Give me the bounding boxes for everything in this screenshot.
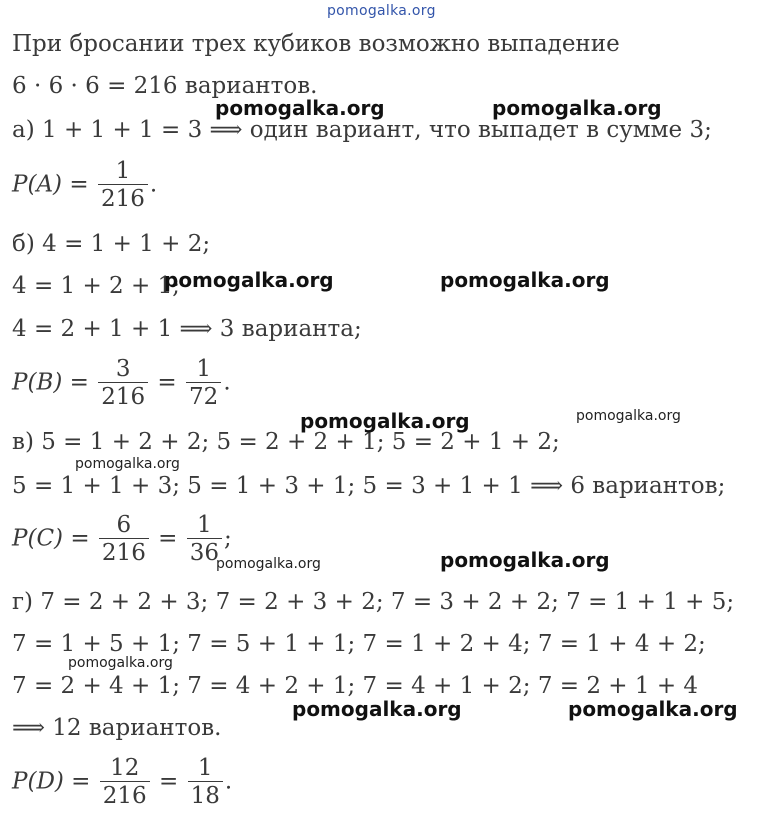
part-c-probability <box>12 512 232 567</box>
fraction-a-num: 1 <box>115 158 131 184</box>
fraction-d-2 <box>188 755 223 810</box>
part-d-line-3: 7 = 2 + 4 + 1; 7 = 4 + 2 + 1; 7 = 4 + 1 + 2; 7 = 2 + 1 + 4 <box>12 673 699 699</box>
fraction-b-1-num: 3 <box>115 356 131 382</box>
part-b-line-3: 4 = 2 + 1 + 1 ⟹ 3 варианта; <box>12 316 362 342</box>
part-c-line-1: в) 5 = 1 + 2 + 2; 5 = 2 + 2 + 1; 5 = 2 + 1 + 2; <box>12 429 560 455</box>
intro-line-2: 6 · 6 · 6 = 216 вариантов. <box>12 73 318 99</box>
watermark: pomogalka.org <box>576 408 681 424</box>
part-d-line-4: ⟹ 12 вариантов. <box>12 715 222 741</box>
fraction-c-1-den: 216 <box>99 538 149 567</box>
intro-line-1: При бросании трех кубиков возможно выпадение <box>12 31 620 57</box>
fraction-c-2-num: 1 <box>197 512 212 538</box>
prob-b-label: P(B) = <box>12 369 97 396</box>
part-b-probability <box>12 356 231 411</box>
fraction-d-1-num: 12 <box>110 755 140 781</box>
watermark: pomogalka.org <box>568 697 738 721</box>
fraction-b-1 <box>98 356 148 411</box>
fraction-d-2-den: 18 <box>188 781 223 810</box>
fraction-d-2-num: 1 <box>197 755 213 781</box>
watermark: pomogalka.org <box>300 409 470 433</box>
fraction-d-1-den: 216 <box>100 781 150 810</box>
fraction-b-2-num: 1 <box>196 356 211 382</box>
fraction-b-2 <box>186 356 221 411</box>
header-watermark: pomogalka.org <box>327 3 436 19</box>
prob-b-tail: . <box>223 369 231 396</box>
fraction-b-1-den: 216 <box>98 382 148 411</box>
part-d-line-1: г) 7 = 2 + 2 + 3; 7 = 2 + 3 + 2; 7 = 3 + 2 + 2; 7 = 1 + 1 + 5; <box>12 589 735 615</box>
part-b-line-2: 4 = 1 + 2 + 1; <box>12 273 180 299</box>
prob-a-label: P(A) = <box>12 171 96 198</box>
fraction-c-1-num: 6 <box>116 512 132 538</box>
watermark: pomogalka.org <box>75 456 180 472</box>
watermark: pomogalka.org <box>440 548 610 572</box>
fraction-c-1 <box>99 512 149 567</box>
prob-a-tail: . <box>149 171 158 198</box>
fraction-b-2-den: 72 <box>186 382 221 411</box>
watermark: pomogalka.org <box>215 96 385 120</box>
prob-c-tail: ; <box>224 525 232 552</box>
fraction-a <box>98 158 148 213</box>
part-a-probability <box>12 158 157 213</box>
fraction-c-2-den: 36 <box>187 538 222 567</box>
part-d-probability <box>12 755 232 810</box>
prob-d-eq: = <box>151 768 186 795</box>
watermark: pomogalka.org <box>492 96 662 120</box>
prob-b-eq: = <box>150 369 185 396</box>
watermark: pomogalka.org <box>164 268 334 292</box>
part-b-line-1: б) 4 = 1 + 1 + 2; <box>12 231 211 257</box>
prob-c-label: P(C) = <box>12 525 97 552</box>
part-c-line-2: 5 = 1 + 1 + 3; 5 = 1 + 3 + 1; 5 = 3 + 1 + 1 ⟹ 6 вариантов; <box>12 473 726 499</box>
prob-c-eq: = <box>150 525 185 552</box>
watermark: pomogalka.org <box>216 556 321 572</box>
watermark: pomogalka.org <box>292 697 462 721</box>
fraction-a-den: 216 <box>98 184 148 213</box>
part-d-line-2: 7 = 1 + 5 + 1; 7 = 5 + 1 + 1; 7 = 1 + 2 + 4; 7 = 1 + 4 + 2; <box>12 631 706 657</box>
prob-d-tail: . <box>224 768 233 795</box>
prob-d-label: P(D) = <box>12 768 98 795</box>
part-a-line: а) 1 + 1 + 1 = 3 ⟹ один вариант, что выпадет в сумме 3; <box>12 117 712 143</box>
fraction-d-1 <box>100 755 150 810</box>
watermark: pomogalka.org <box>440 268 610 292</box>
watermark: pomogalka.org <box>68 655 173 671</box>
